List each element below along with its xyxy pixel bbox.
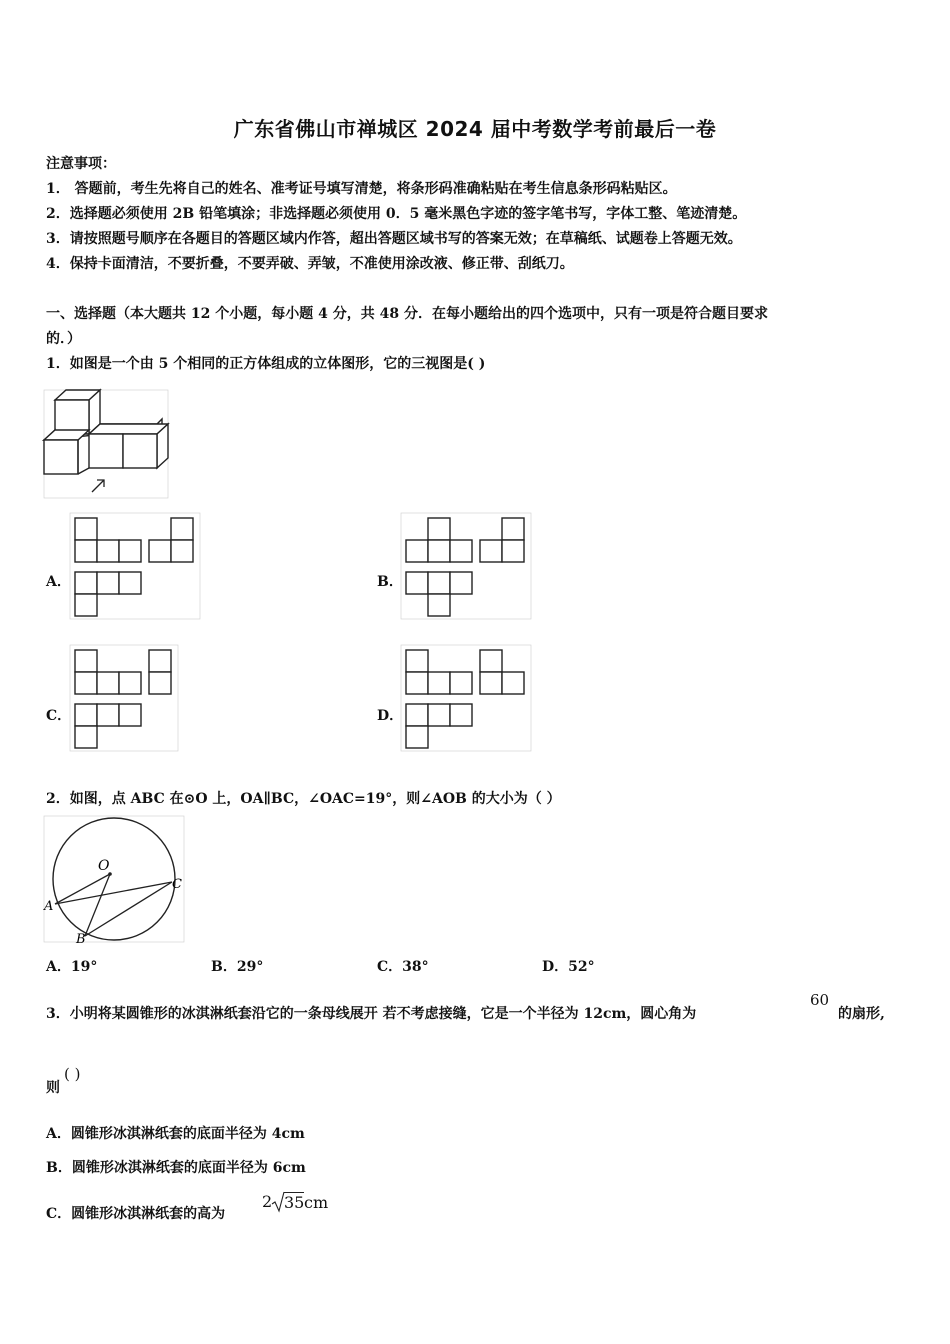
q1-option-a-views [70,513,202,621]
label-c: C [172,877,182,892]
q3-text-end: 的扇形, [838,1006,885,1022]
q1-cube-figure [44,390,174,500]
q1-text: 1．如图是一个由 5 个相同的正方体组成的立体图形，它的三视图是( ) [46,356,486,372]
q2-circle-figure [44,816,186,947]
q2-option-c[interactable]: C．38° [377,959,429,975]
q3-height-radicand: 35 [284,1193,305,1212]
q3-option-a[interactable]: A．圆锥形冰淇淋纸套的底面半径为 4cm [46,1126,305,1142]
q1-option-d[interactable]: D． [377,708,404,724]
notice-item: 4．保持卡面清洁，不要折叠，不要弄破、弄皱，不准使用涂改液、修正带、刮纸刀。 [46,256,574,272]
q2-option-d[interactable]: D．52° [542,959,595,975]
label-a: A [44,899,54,914]
q3-then: 则 [46,1080,60,1096]
q3-text: 3．小明将某圆锥形的冰淇淋纸套沿它的一条母线展开 若不考虑接缝，它是一个半径为 12cm，圆心角为 [46,1006,697,1022]
notice-item: 1． 答题前，考生先将自己的姓名、准考证号填写清楚，将条形码准确粘贴在考生信息条形码粘贴区。 [46,181,677,197]
section-heading-cont: 的．） [46,331,81,347]
notice-heading: 注意事项： [46,156,116,172]
q3-angle: 60 [810,991,830,1009]
q2-text: 2．如图，点 ABC 在⊙O 上，OA∥BC，∠OAC=19°，则∠AOB 的大小为（ ） [46,791,561,807]
q1-option-c-views [70,645,180,753]
q1-option-c[interactable]: C． [46,708,72,724]
notice-item: 2．选择题必须使用 2B 铅笔填涂；非选择题必须使用 0．5 毫米黑色字迹的签字笔书写，字体工整、笔迹清楚。 [46,206,747,222]
notice-item: 3．请按照题号顺序在各题目的答题区域内作答，超出答题区域书写的答案无效；在草稿纸、试题卷上答题无效。 [46,231,742,247]
page-title: 广东省佛山市禅城区 2024 届中考数学考前最后一卷 [233,117,717,141]
q3-answer-paren: ( ) [64,1065,81,1083]
q3-height-coef: 2 [262,1192,273,1211]
sqrt-icon [271,1191,285,1213]
label-o: O [98,858,110,874]
q3-height-unit: cm [304,1193,329,1212]
q1-option-b-views [401,513,533,621]
q1-option-d-views [401,645,533,753]
q2-option-b[interactable]: B．29° [211,959,264,975]
q1-option-a[interactable]: A． [46,574,71,590]
q1-option-b[interactable]: B． [377,574,403,590]
q2-option-a[interactable]: A．19° [46,959,98,975]
q3-option-c[interactable]: C．圆锥形冰淇淋纸套的高为 [46,1206,226,1222]
label-b: B [76,932,86,947]
section-heading: 一、选择题（本大题共 12 个小题，每小题 4 分，共 48 分．在每小题给出的四个选项中，只有一项是符合题目要求 [46,306,768,322]
q3-option-b[interactable]: B．圆锥形冰淇淋纸套的底面半径为 6cm [46,1160,306,1176]
